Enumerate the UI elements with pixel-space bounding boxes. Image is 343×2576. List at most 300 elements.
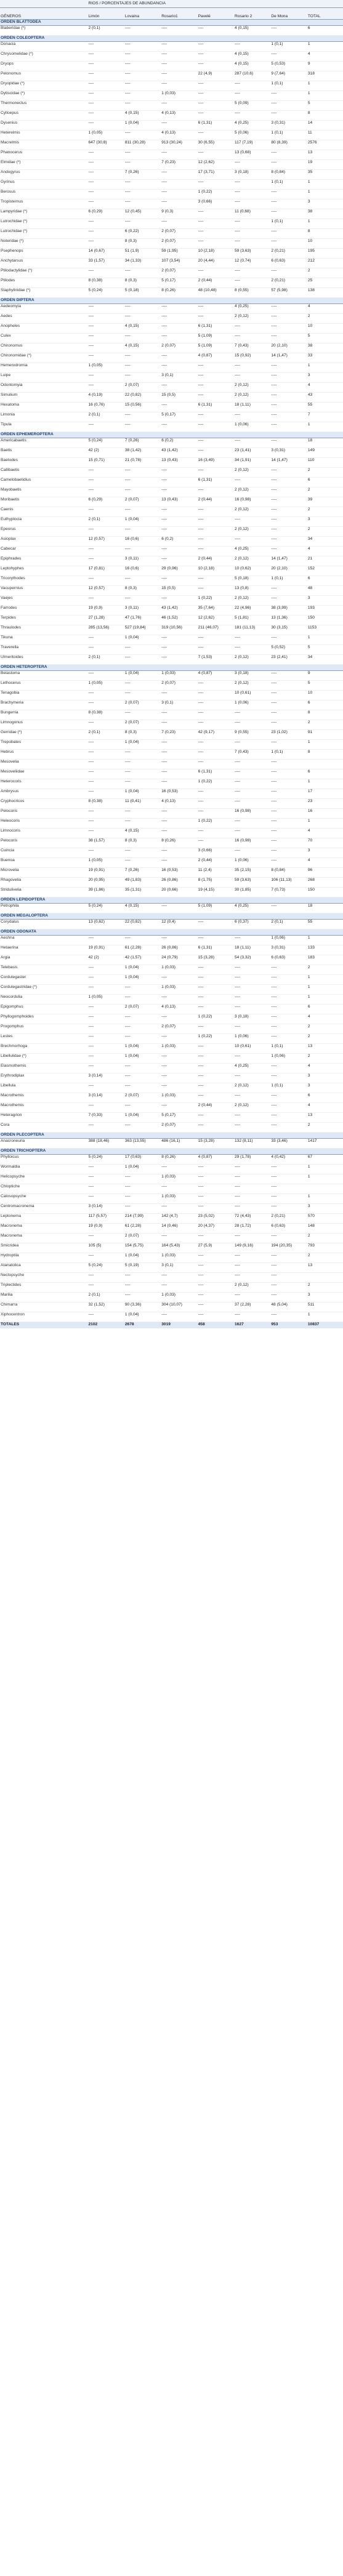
abundance-cell: ---- (270, 1253, 307, 1263)
abundance-cell: ---- (124, 936, 161, 945)
abundance-cell: 2 (0,07) (124, 1234, 161, 1243)
genus-name-cell: Petrophila (0, 904, 88, 913)
table-row (0, 1214, 343, 1224)
abundance-cell: 61 (2,28) (124, 945, 161, 955)
row-total-cell: 6 (307, 576, 343, 586)
abundance-cell: 1 (0,06) (234, 1034, 270, 1044)
abundance-cell: ---- (88, 101, 124, 111)
abundance-cell: 4 (0,13) (161, 1005, 197, 1014)
abundance-cell: ---- (198, 101, 234, 111)
genus-name-cell: Chloptiche (0, 1184, 88, 1194)
abundance-cell: ---- (88, 819, 124, 829)
table-header-row (0, 8, 343, 20)
abundance-cell: 30 (6,55) (198, 140, 234, 150)
abundance-cell: 5 (0,18) (234, 576, 270, 586)
row-total-cell: 2 (307, 268, 343, 278)
genus-name-cell: Chironomidae (*) (0, 353, 88, 363)
abundance-cell: 17 (0,81) (88, 566, 124, 576)
row-total-cell: 1417 (307, 1139, 343, 1149)
abundance-cell: 35 (7,64) (198, 606, 234, 616)
abundance-cell: 647 (30,8) (88, 140, 124, 150)
abundance-cell: ---- (270, 422, 307, 432)
totals-cell: 1627 (234, 1322, 270, 1329)
abundance-cell: ---- (124, 527, 161, 537)
row-total-cell: 70 (307, 838, 343, 848)
abundance-cell: ---- (161, 527, 197, 537)
row-total-cell: 138 (307, 288, 343, 298)
abundance-cell: ---- (88, 1165, 124, 1174)
abundance-cell: 30 (3,15) (270, 625, 307, 635)
abundance-cell: 3 (0,31) (270, 448, 307, 458)
genus-name-cell: Phanocerus (0, 150, 88, 160)
abundance-cell: ---- (88, 1054, 124, 1064)
genus-name-cell: Ptilodes (0, 278, 88, 288)
abundance-cell: 4 (0,15) (234, 26, 270, 36)
genus-name-cell: Heleocoris (0, 819, 88, 829)
genus-name-cell: Anopheles (0, 324, 88, 334)
table-row (0, 71, 343, 81)
genus-name-cell: Cryphocricos (0, 799, 88, 809)
abundance-cell: ---- (88, 507, 124, 517)
abundance-cell: ---- (270, 239, 307, 249)
abundance-cell: ---- (270, 150, 307, 160)
abundance-cell: 10 (0,62) (234, 566, 270, 576)
abundance-cell: 19 (0,91) (88, 945, 124, 955)
row-total-cell (307, 760, 343, 769)
abundance-cell: ---- (124, 645, 161, 655)
genus-name-cell: Buenoa (0, 858, 88, 868)
row-total-cell: 14 (307, 121, 343, 130)
abundance-cell: ---- (161, 170, 197, 180)
abundance-cell: 19 (0,91) (88, 868, 124, 878)
genus-name-cell: Cabecar (0, 547, 88, 556)
abundance-cell: ---- (270, 1064, 307, 1073)
abundance-cell: ---- (270, 363, 307, 373)
row-total-cell: 4 (307, 858, 343, 868)
abundance-cell: ---- (270, 1093, 307, 1103)
abundance-cell: ---- (198, 829, 234, 838)
abundance-cell: ---- (124, 710, 161, 720)
abundance-cell: ---- (198, 517, 234, 527)
genus-name-cell: Heterelmis (0, 130, 88, 140)
abundance-cell: 5 (0,24) (88, 904, 124, 913)
abundance-cell: ---- (270, 111, 307, 121)
abundance-cell: 6 (1,31) (198, 769, 234, 779)
abundance-cell: 4 (0,15) (234, 52, 270, 62)
table-row (0, 324, 343, 334)
abundance-cell: ---- (198, 468, 234, 478)
abundance-cell: ---- (198, 26, 234, 36)
abundance-cell: ---- (198, 691, 234, 700)
abundance-cell: ---- (198, 1184, 234, 1194)
genus-name-cell: Odontomyia (0, 383, 88, 393)
abundance-cell: ---- (270, 596, 307, 606)
table-row (0, 383, 343, 393)
abundance-cell: 21 (0,78) (124, 458, 161, 468)
genus-name-cell: Camelobaetidius (0, 478, 88, 488)
abundance-cell: ---- (88, 1184, 124, 1194)
abundance-cell: ---- (270, 199, 307, 209)
abundance-cell: ---- (234, 1093, 270, 1103)
abundance-cell: 15 (0,71) (88, 458, 124, 468)
abundance-cell: 6 (1,31) (198, 478, 234, 488)
abundance-cell: 35 (1,31) (124, 888, 161, 897)
genus-name-cell: Euthyplocia (0, 517, 88, 527)
order-section-row (0, 1149, 343, 1155)
abundance-cell: ---- (234, 965, 270, 975)
row-total-cell: 149 (307, 448, 343, 458)
abundance-cell: ---- (161, 121, 197, 130)
abundance-cell: ---- (270, 995, 307, 1005)
abundance-cell: 23 (5,02) (198, 1214, 234, 1224)
abundance-cell: ---- (161, 1073, 197, 1083)
abundance-cell: 1 (0,03) (161, 1194, 197, 1204)
abundance-cell: ---- (270, 789, 307, 799)
genus-name-cell: Triplectides (0, 1283, 88, 1293)
genus-name-cell: Limnogonus (0, 720, 88, 730)
abundance-cell: ---- (161, 219, 197, 229)
abundance-cell: ---- (234, 199, 270, 209)
abundance-cell: ---- (270, 268, 307, 278)
abundance-cell: ---- (124, 809, 161, 819)
table-row (0, 809, 343, 819)
row-total-cell: 2 (307, 314, 343, 324)
abundance-cell: ---- (161, 383, 197, 393)
abundance-cell: 2 (0,12) (234, 488, 270, 497)
genus-name-cell: Brachymeria (0, 700, 88, 710)
abundance-cell: ---- (161, 101, 197, 111)
abundance-cell: ---- (234, 278, 270, 288)
abundance-cell: ---- (161, 26, 197, 36)
abundance-cell: 6 (0,63) (270, 955, 307, 965)
genus-name-cell: Cordulegaster (0, 975, 88, 985)
abundance-cell: 38 (1,42) (124, 448, 161, 458)
genus-name-cell: Lutrochidae (*) (0, 219, 88, 229)
abundance-cell: ---- (198, 1113, 234, 1123)
abundance-cell: ---- (198, 1253, 234, 1263)
abundance-cell: ---- (161, 190, 197, 199)
row-total-cell: 6 (307, 700, 343, 710)
abundance-cell: ---- (234, 645, 270, 655)
table-row (0, 1273, 343, 1283)
abundance-cell: 4 (0,19) (88, 393, 124, 403)
abundance-cell: ---- (198, 1312, 234, 1322)
genus-name-cell: Libellula (0, 1083, 88, 1093)
abundance-cell: ---- (88, 809, 124, 819)
genus-name-cell: Smicridea (0, 1243, 88, 1253)
abundance-cell: ---- (234, 720, 270, 730)
abundance-cell: ---- (234, 111, 270, 121)
abundance-cell: ---- (124, 304, 161, 314)
abundance-cell: 6 (1,31) (198, 121, 234, 130)
abundance-cell: 13 (0,62) (88, 920, 124, 929)
abundance-cell: 38 (1,57) (88, 838, 124, 848)
row-total-cell: 570 (307, 1214, 343, 1224)
genus-name-cell: Dryopidae (*) (0, 81, 88, 91)
abundance-cell: ---- (124, 691, 161, 700)
abundance-cell: 16 (0,53) (161, 789, 197, 799)
totals-row (0, 1322, 343, 1329)
totals-cell: 953 (270, 1322, 307, 1329)
abundance-cell: ---- (88, 373, 124, 383)
abundance-cell: 23 (1,02) (270, 730, 307, 740)
genus-name-cell: Caenis (0, 507, 88, 517)
abundance-cell: ---- (161, 52, 197, 62)
abundance-cell: 1 (0,03) (161, 1044, 197, 1054)
abundance-cell: ---- (198, 268, 234, 278)
row-total-cell: 4 (307, 547, 343, 556)
abundance-cell: ---- (198, 1024, 234, 1034)
genus-name-cell: Leptonema (0, 1214, 88, 1224)
abundance-cell: 33 (1,57) (88, 259, 124, 268)
abundance-cell: 2 (0,07) (161, 343, 197, 353)
abundance-cell: ---- (234, 363, 270, 373)
abundance-cell: 23 (1,41) (234, 448, 270, 458)
abundance-cell: 1 (0,05) (88, 130, 124, 140)
genus-name-cell: Macrothemis (0, 1103, 88, 1113)
abundance-cell: ---- (198, 1194, 234, 1204)
abundance-cell: ---- (161, 975, 197, 985)
abundance-cell: ---- (124, 314, 161, 324)
abundance-cell: ---- (198, 965, 234, 975)
abundance-cell: 2 (0,12) (234, 1083, 270, 1093)
abundance-cell: ---- (198, 547, 234, 556)
abundance-cell: 1 (0,04) (124, 1054, 161, 1064)
table-row (0, 750, 343, 760)
abundance-cell: 12 (0,4) (161, 920, 197, 929)
abundance-cell: ---- (270, 229, 307, 239)
abundance-cell: 3 (0,11) (124, 556, 161, 566)
abundance-cell: ---- (234, 740, 270, 750)
genus-name-cell: Neocordulia (0, 995, 88, 1005)
abundance-cell: 34 (1,91) (234, 458, 270, 468)
abundance-cell: 8 (0,26) (161, 838, 197, 848)
abundance-cell: 105 (5) (88, 1243, 124, 1253)
abundance-cell: 8 (0,84) (270, 868, 307, 878)
abundance-cell: ---- (88, 779, 124, 789)
table-row (0, 681, 343, 691)
abundance-cell: 4 (0,15) (124, 904, 161, 913)
abundance-cell: ---- (270, 497, 307, 507)
abundance-cell: 27 (5,9) (198, 1243, 234, 1253)
abundance-cell: 8 (0,3) (124, 278, 161, 288)
abundance-cell: 10 (0,61) (234, 1044, 270, 1054)
abundance-cell: 2 (0,07) (161, 1024, 197, 1034)
abundance-cell: 5 (0,24) (88, 288, 124, 298)
abundance-cell: ---- (234, 1165, 270, 1174)
abundance-cell: 14 (1,47) (270, 556, 307, 566)
abundance-cell: ---- (88, 700, 124, 710)
abundance-cell: 2 (0,12) (234, 596, 270, 606)
abundance-cell: ---- (88, 304, 124, 314)
row-total-cell: 150 (307, 888, 343, 897)
abundance-cell: ---- (270, 52, 307, 62)
abundance-cell: ---- (161, 556, 197, 566)
abundance-cell: ---- (234, 1293, 270, 1302)
table-row (0, 343, 343, 353)
genus-name-cell: Dryops (0, 62, 88, 71)
abundance-cell: ---- (124, 81, 161, 91)
abundance-cell: ---- (270, 1283, 307, 1293)
genus-name-cell: Helicopsyche (0, 1174, 88, 1184)
abundance-cell: 2 (0,07) (161, 229, 197, 239)
abundance-cell: ---- (234, 438, 270, 448)
abundance-cell: 1 (0,1) (270, 180, 307, 190)
row-total-cell: 1 (307, 985, 343, 995)
abundance-cell: ---- (198, 586, 234, 596)
header-spacer (307, 0, 343, 8)
genus-name-cell: Vacupernius (0, 586, 88, 596)
genus-name-cell: Lampyridae (*) (0, 209, 88, 219)
abundance-cell: 5 (1,09) (198, 334, 234, 343)
table-row (0, 616, 343, 625)
row-total-cell: 1 (307, 1174, 343, 1184)
abundance-cell: ---- (88, 42, 124, 52)
abundance-cell: 5 (0,24) (88, 438, 124, 448)
abundance-cell: 72 (4,43) (234, 1214, 270, 1224)
abundance-cell: ---- (234, 799, 270, 809)
abundance-cell: 43 (1,42) (161, 606, 197, 616)
abundance-cell: ---- (124, 62, 161, 71)
row-total-cell: 10 (307, 324, 343, 334)
abundance-cell: 2 (0,12) (234, 556, 270, 566)
abundance-cell: 4 (0,87) (198, 671, 234, 681)
abundance-cell: 2 (0,1) (88, 26, 124, 36)
table-row (0, 478, 343, 488)
abundance-cell: 17 (0,63) (124, 1155, 161, 1165)
abundance-cell: 1 (0,03) (161, 1093, 197, 1103)
abundance-cell: 8 (0,38) (88, 799, 124, 809)
row-total-cell: 6 (307, 1093, 343, 1103)
table-row (0, 537, 343, 547)
table-row (0, 1312, 343, 1322)
genus-name-cell: Ptilodactylidae (*) (0, 268, 88, 278)
abundance-cell: ---- (124, 52, 161, 62)
row-total-cell: 1 (307, 779, 343, 789)
abundance-cell: 2 (0,21) (270, 278, 307, 288)
genus-name-cell: Donacia (0, 42, 88, 52)
abundance-cell: 4 (0,15) (124, 111, 161, 121)
abundance-cell: ---- (88, 936, 124, 945)
abundance-cell: ---- (161, 1064, 197, 1073)
row-total-cell: 34 (307, 537, 343, 547)
abundance-cell: ---- (161, 314, 197, 324)
table-row (0, 1054, 343, 1064)
abundance-cell: 13 (0,43) (161, 497, 197, 507)
abundance-cell: 1 (0,04) (124, 975, 161, 985)
abundance-cell: ---- (234, 710, 270, 720)
abundance-cell: 13 (0,43) (161, 458, 197, 468)
abundance-cell: 26 (0,86) (161, 878, 197, 888)
abundance-cell: ---- (234, 1113, 270, 1123)
abundance-cell: ---- (161, 517, 197, 527)
abundance-cell: ---- (198, 1302, 234, 1312)
totals-label: TOTALES (0, 1322, 88, 1329)
row-total-cell (307, 1273, 343, 1283)
abundance-cell: 1 (0,04) (124, 740, 161, 750)
abundance-cell: 1 (0,05) (88, 363, 124, 373)
abundance-cell: ---- (124, 353, 161, 363)
abundance-cell: 3 (0,1) (161, 700, 197, 710)
abundance-cell: 214 (7,99) (124, 1214, 161, 1224)
abundance-cell: ---- (198, 681, 234, 691)
abundance-cell: ---- (270, 671, 307, 681)
abundance-cell: 47 (1,76) (124, 616, 161, 625)
genus-name-cell: Macronema (0, 1234, 88, 1243)
abundance-cell: ---- (161, 363, 197, 373)
row-total-cell: 3 (307, 199, 343, 209)
table-row (0, 140, 343, 150)
abundance-cell: 9 (0,3) (161, 209, 197, 219)
abundance-cell: ---- (161, 1034, 197, 1044)
order-section-label: ORDEN MEGALOPTERA (0, 913, 343, 920)
table-row (0, 1234, 343, 1243)
abundance-cell: ---- (270, 438, 307, 448)
abundance-cell: ---- (88, 769, 124, 779)
abundance-cell: ---- (88, 965, 124, 975)
row-total-cell (307, 1184, 343, 1194)
abundance-cell: 1 (0,06) (270, 936, 307, 945)
abundance-cell: ---- (198, 1054, 234, 1064)
row-total-cell: 19 (307, 160, 343, 170)
abundance-cell: 6 (0,29) (88, 497, 124, 507)
table-row (0, 1155, 343, 1165)
table-row (0, 259, 343, 268)
row-total-cell: 43 (307, 393, 343, 403)
genus-name-cell: Atanatolica (0, 1263, 88, 1273)
abundance-cell: ---- (88, 422, 124, 432)
abundance-cell: ---- (234, 829, 270, 838)
abundance-cell: 11 (0,41) (124, 799, 161, 809)
row-total-cell: 133 (307, 945, 343, 955)
genus-name-cell: Lethocerus (0, 681, 88, 691)
abundance-cell: ---- (88, 150, 124, 160)
abundance-cell: 23 (2,41) (270, 655, 307, 665)
abundance-cell: 12 (0,74) (234, 259, 270, 268)
row-total-cell: 67 (307, 1155, 343, 1165)
table-row (0, 547, 343, 556)
abundance-cell: ---- (198, 209, 234, 219)
abundance-cell: 2 (0,21) (270, 1214, 307, 1224)
abundance-cell: 164 (5,43) (161, 1243, 197, 1253)
row-total-cell: 18 (307, 438, 343, 448)
abundance-cell: ---- (88, 314, 124, 324)
abundance-cell: ---- (198, 412, 234, 422)
totals-cell: 2678 (124, 1322, 161, 1329)
abundance-cell: ---- (234, 91, 270, 101)
table-row (0, 52, 343, 62)
genus-name-cell: Bungerria (0, 710, 88, 720)
abundance-cell: ---- (270, 700, 307, 710)
abundance-cell: ---- (88, 1044, 124, 1054)
abundance-cell: ---- (198, 1174, 234, 1184)
abundance-cell: ---- (88, 383, 124, 393)
row-total-cell: 1 (307, 936, 343, 945)
abundance-cell: 5 (0,24) (88, 1155, 124, 1165)
abundance-cell: ---- (270, 160, 307, 170)
abundance-cell: 1 (0,03) (161, 1293, 197, 1302)
abundance-cell: ---- (88, 1014, 124, 1024)
abundance-cell: 2 (0,44) (198, 278, 234, 288)
abundance-cell: 16 (0,98) (234, 497, 270, 507)
abundance-cell: ---- (198, 720, 234, 730)
order-section-label: ORDEN TRICHOPTERA (0, 1149, 343, 1155)
abundance-cell: ---- (124, 101, 161, 111)
abundance-cell: 1 (0,04) (124, 121, 161, 130)
row-total-cell: 38 (307, 209, 343, 219)
abundance-cell: ---- (88, 576, 124, 586)
genus-name-cell: Lutrochidae (*) (0, 229, 88, 239)
